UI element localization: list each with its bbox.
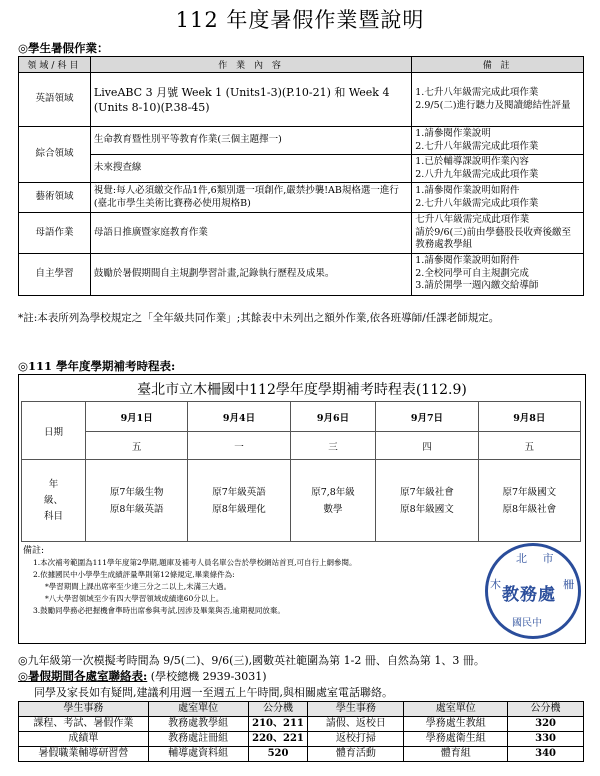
table-row [19, 253, 584, 295]
note-line: 1.請參閱作業說明 [415, 128, 491, 139]
homework-footnote: *註:本表所列為學校規定之「全年級共同作業」;其餘表中未列出之額外作業,依各班導師/任課老師規定。 [18, 312, 500, 324]
contact-note: 同學及家長如有疑問,建議利用週一至週五上午時間,與相關處室電話聯絡。 [34, 686, 393, 699]
contact-header: 公分機 [248, 702, 308, 717]
contact-heading: ◎暑假期間各處室聯絡表: [18, 669, 148, 683]
exam-weekday: 一 [188, 432, 290, 460]
exam-table-title: 臺北市立木柵國中112學年度學期補考時程表(112.9) [137, 382, 467, 398]
exam-subjects: 原7,8年級 數學 [290, 460, 376, 542]
content-cell: 鼓勵於暑假期間自主規劃學習計畫,記錄執行歷程及成果。 [90, 253, 411, 295]
notes-cell [412, 213, 584, 254]
content-cell: 母語日推廣暨家庭教育作業 [90, 213, 411, 254]
contact-cell: 220、221 [248, 732, 308, 747]
contact-cell: 體育活動 [308, 747, 404, 762]
subject-cell: 藝術領域 [19, 183, 91, 213]
contact-cell: 請假、返校日 [308, 717, 404, 732]
contact-header: 公分機 [508, 702, 584, 717]
content-cell: 未來搜查線 [90, 155, 411, 183]
mock-exam-line: ◎九年級第一次模擬考時間為 9/5(二)、9/6(三),國數英社範圍為第 1-2 冊、自然為第 1、3 冊。 [18, 654, 485, 667]
subject-cell: 母語作業 [19, 213, 91, 254]
header-notes: 備 註 [412, 57, 584, 73]
table-row [19, 155, 584, 183]
contact-cell: 輔導處資料組 [148, 747, 248, 762]
exam-table [21, 401, 581, 542]
notes-cell [412, 73, 584, 127]
notes-cell [412, 155, 584, 183]
note-line: 1.請參閱作業說明如附件 [415, 255, 520, 267]
note-line: 1.七升八年級需完成此項作業 [415, 87, 539, 98]
exam-subjects: 原7年級國文 原8年級社會 [478, 460, 580, 542]
remark-line: *學習期間上課出席率至少達三分之二以上,未滿三大過。 [45, 582, 232, 591]
table-row [19, 127, 584, 155]
table-row [19, 183, 584, 213]
subject-cell: 自主學習 [19, 253, 91, 295]
contact-cell: 330 [508, 732, 584, 747]
note-line: 請於9/6(三)前由學藝股長收齊後繳至教務處教學組 [415, 226, 571, 250]
exam-box [18, 374, 586, 644]
note-line: 七升八年級需完成此項作業 [415, 214, 530, 225]
note-line: 3.請於開學一週內繳交給導師 [415, 280, 539, 292]
school-seal: 北 市 木 柵 教務處 國民中 [485, 543, 581, 639]
notes-cell [412, 127, 584, 155]
contact-cell: 體育組 [404, 747, 508, 762]
switchboard: (學校總機 2939-3031) [150, 670, 267, 683]
exam-remarks [23, 545, 483, 617]
contact-header: 處室單位 [148, 702, 248, 717]
table-row [19, 717, 584, 732]
header-subject: 領域/科目 [19, 57, 91, 73]
contact-cell: 課程、考試、暑假作業 [19, 717, 149, 732]
contact-cell: 學務處生教組 [404, 717, 508, 732]
table-row [19, 213, 584, 254]
note-line: 2.七升八年級需完成此項作業 [415, 197, 539, 209]
header-content: 作 業 內 容 [90, 57, 411, 73]
remark-line: 3.鼓勵同學務必把握機會準時出席參與考試,因涉及畢業與否,逾期視同放棄。 [33, 606, 285, 615]
contact-cell: 返校打掃 [308, 732, 404, 747]
exam-weekday: 五 [86, 432, 188, 460]
contact-header: 學生事務 [19, 702, 149, 717]
contact-cell: 340 [508, 747, 584, 762]
contact-cell: 520 [248, 747, 308, 762]
table-row [19, 732, 584, 747]
note-line: 1.請參閱作業說明如附件 [415, 185, 520, 196]
note-line: 2.9/5(二)進行聽力及閱讀總結性評量 [415, 99, 571, 111]
exam-date: 9月4日 [188, 402, 290, 432]
exam-date: 9月8日 [478, 402, 580, 432]
exam-weekday: 四 [376, 432, 478, 460]
contact-table [18, 701, 584, 762]
contact-cell: 教務處註冊組 [148, 732, 248, 747]
contact-header: 學生事務 [308, 702, 404, 717]
note-line: 2.八升九年級需完成此項作業 [415, 168, 539, 180]
contact-cell: 教務處教學組 [148, 717, 248, 732]
exam-subjects: 原7年級生物 原8年級英語 [86, 460, 188, 542]
content-cell: LiveABC 3 月號 Week 1 (Units1-3)(P.10-21) 和 Week 4 (Units 8-10)(P.38-45) [90, 73, 411, 127]
contact-cell: 320 [508, 717, 584, 732]
exam-weekday: 三 [290, 432, 376, 460]
row-label: 年級、科目 [22, 460, 86, 542]
subject-cell: 綜合領域 [19, 127, 91, 183]
exam-heading: ◎111 學年度學期補考時程表: [18, 359, 176, 373]
exam-subjects: 原7年級社會 原8年級國文 [376, 460, 478, 542]
exam-subjects: 原7年級英語 原8年級理化 [188, 460, 290, 542]
remark-line: 2.依據國民中小學學生成績評量準則第12條規定,畢業條件為: [33, 570, 235, 579]
contact-header: 處室單位 [404, 702, 508, 717]
exam-weekday: 五 [478, 432, 580, 460]
date-label: 日期 [22, 402, 86, 460]
table-row [19, 73, 584, 127]
content-cell: 生命教育暨性別平等教育作業(三個主題擇一) [90, 127, 411, 155]
note-line: 2.七升八年級需完成此項作業 [415, 140, 539, 152]
homework-table [18, 56, 584, 296]
note-line: 1.已於輔導課說明作業內容 [415, 156, 529, 167]
contact-cell: 暑假職業輔導研習營 [19, 747, 149, 762]
content-cell: 視覺:每人必須繳交作品1件,6類別選一項創作,嚴禁抄襲!AB規格選一進行(臺北市學生美術比賽務必使用規格B) [90, 183, 411, 213]
contact-cell: 210、211 [248, 717, 308, 732]
notes-cell [412, 253, 584, 295]
contact-cell: 成績單 [19, 732, 149, 747]
remark-line: *八大學習領域至少有四大學習領域成績達60分以上。 [45, 594, 224, 603]
subject-cell: 英語領域 [19, 73, 91, 127]
notes-cell [412, 183, 584, 213]
exam-date: 9月1日 [86, 402, 188, 432]
exam-date: 9月6日 [290, 402, 376, 432]
homework-heading: ◎學生暑假作業： [18, 41, 109, 55]
exam-date: 9月7日 [376, 402, 478, 432]
remark-line: 1.本次補考範圍為111學年度第2學期,題庫及補考人員名單公告於學校網站首頁,可自行上網參閱。 [33, 558, 357, 567]
contact-cell: 學務處衛生組 [404, 732, 508, 747]
table-row [19, 747, 584, 762]
contact-heading-row [18, 668, 267, 684]
page-title: 112 年度暑假作業暨說明 [175, 8, 425, 32]
note-line: 2.全校同學可自主規劃完成 [415, 267, 529, 279]
remarks-label: 備註: [23, 546, 45, 556]
